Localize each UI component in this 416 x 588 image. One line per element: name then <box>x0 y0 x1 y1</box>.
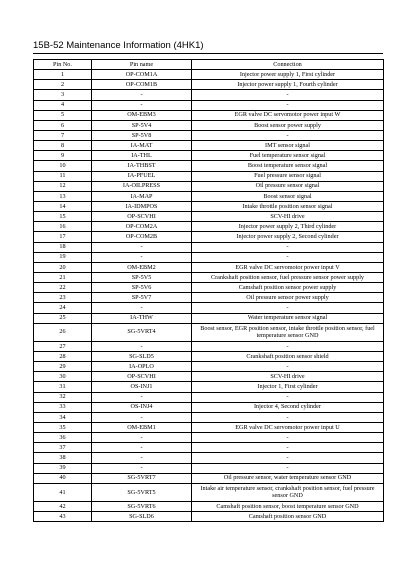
pin-number-cell: 41 <box>34 483 92 501</box>
table-row <box>34 412 384 422</box>
pin-name-cell: SP-5V6 <box>92 283 192 293</box>
connection-cell: - <box>192 252 384 262</box>
pin-name-cell: OP-COM1B <box>92 80 192 90</box>
pin-number-cell: 32 <box>34 392 92 402</box>
column-header-connection: Connection <box>192 60 384 70</box>
pin-name-cell: OP-SCVHI <box>92 212 192 222</box>
pin-name-cell: - <box>92 433 192 443</box>
connection-cell: - <box>192 242 384 252</box>
pin-number-cell: 10 <box>34 161 92 171</box>
table-row <box>34 362 384 372</box>
pin-name-cell: - <box>92 100 192 110</box>
table-row <box>34 171 384 181</box>
pin-name-cell: SG-5VRT4 <box>92 323 192 341</box>
pin-name-cell: OM-EBM2 <box>92 262 192 272</box>
connection-cell: EGR valve DC servomotor power input W <box>192 110 384 120</box>
pin-name-cell: - <box>92 412 192 422</box>
pin-number-cell: 26 <box>34 323 92 341</box>
connection-cell: SCV-HI drive <box>192 212 384 222</box>
connection-cell: Camshaft position sensor GND <box>192 512 384 522</box>
pin-number-cell: 37 <box>34 443 92 453</box>
pin-name-cell: OM-EBM3 <box>92 110 192 120</box>
pin-name-cell: - <box>92 453 192 463</box>
table-row <box>34 372 384 382</box>
table-row <box>34 252 384 262</box>
table-row <box>34 443 384 453</box>
connection-cell: - <box>192 90 384 100</box>
connection-cell: - <box>192 392 384 402</box>
table-row <box>34 242 384 252</box>
connection-cell: Boost temperature sensor signal <box>192 161 384 171</box>
table-row <box>34 502 384 512</box>
connection-cell: Injector power supply 1, First cylinder <box>192 70 384 80</box>
pin-number-cell: 43 <box>34 512 92 522</box>
connection-cell: Camshaft position sensor, boost temperature sensor GND <box>192 502 384 512</box>
table-row <box>34 80 384 90</box>
pin-number-cell: 30 <box>34 372 92 382</box>
connection-cell: EGR valve DC servomotor power input U <box>192 422 384 432</box>
table-row <box>34 212 384 222</box>
pin-number-cell: 3 <box>34 90 92 100</box>
pin-number-cell: 6 <box>34 120 92 130</box>
pin-name-cell: OP-COM2A <box>92 222 192 232</box>
pin-name-cell: OP-COM2B <box>92 232 192 242</box>
pin-name-cell: SP-5V4 <box>92 120 192 130</box>
pin-name-cell: SP-5V7 <box>92 293 192 303</box>
pin-number-cell: 15 <box>34 212 92 222</box>
connection-cell: Injector power supply 2, Third cylinder <box>192 222 384 232</box>
connection-cell: Injector 4, Second cylinder <box>192 402 384 412</box>
pin-name-cell: IA-THL <box>92 151 192 161</box>
pin-number-cell: 2 <box>34 80 92 90</box>
table-row <box>34 141 384 151</box>
pin-name-cell: OS-INJ4 <box>92 402 192 412</box>
connection-cell: Oil pressure sensor power supply <box>192 293 384 303</box>
table-row <box>34 201 384 211</box>
pin-name-cell: - <box>92 303 192 313</box>
page-title: 15B-52 Maintenance Information (4HK1) <box>33 40 383 54</box>
pin-name-cell: IA-THW <box>92 313 192 323</box>
table-row <box>34 483 384 501</box>
pin-number-cell: 18 <box>34 242 92 252</box>
connection-cell: Intake air temperature sensor, crankshaft position sensor, fuel pressure sensor GND <box>192 483 384 501</box>
pin-number-cell: 12 <box>34 181 92 191</box>
pin-number-cell: 11 <box>34 171 92 181</box>
table-row <box>34 232 384 242</box>
table-row <box>34 120 384 130</box>
pin-number-cell: 19 <box>34 252 92 262</box>
pin-name-cell: OP-SCVHI <box>92 372 192 382</box>
pin-name-cell: SP-5V8 <box>92 130 192 140</box>
pin-number-cell: 40 <box>34 473 92 483</box>
pin-name-cell: - <box>92 443 192 453</box>
connection-cell: Boost sensor signal <box>192 191 384 201</box>
pin-name-cell: OM-EBM1 <box>92 422 192 432</box>
column-header-pin-no: Pin No. <box>34 60 92 70</box>
table-row <box>34 90 384 100</box>
pin-number-cell: 36 <box>34 433 92 443</box>
pin-number-cell: 35 <box>34 422 92 432</box>
pin-number-cell: 1 <box>34 70 92 80</box>
connection-cell: Water temperature sensor signal <box>192 313 384 323</box>
pin-name-cell: - <box>92 90 192 100</box>
connection-cell: - <box>192 412 384 422</box>
connection-cell: IMT sensor signal <box>192 141 384 151</box>
pin-number-cell: 22 <box>34 283 92 293</box>
pin-name-cell: SG-5VRT7 <box>92 473 192 483</box>
pin-number-cell: 16 <box>34 222 92 232</box>
connection-cell: Injector power supply 1, Fourth cylinder <box>192 80 384 90</box>
pin-name-cell: - <box>92 252 192 262</box>
table-row <box>34 422 384 432</box>
pin-number-cell: 23 <box>34 293 92 303</box>
table-row <box>34 512 384 522</box>
table-row <box>34 161 384 171</box>
connection-cell: - <box>192 433 384 443</box>
connection-cell: Boost sensor power supply <box>192 120 384 130</box>
table-row <box>34 382 384 392</box>
table-row <box>34 110 384 120</box>
table-row <box>34 463 384 473</box>
pin-number-cell: 14 <box>34 201 92 211</box>
pin-name-cell: IA-OILPRESS <box>92 181 192 191</box>
pin-number-cell: 28 <box>34 351 92 361</box>
pin-number-cell: 4 <box>34 100 92 110</box>
table-row <box>34 70 384 80</box>
connection-cell: - <box>192 100 384 110</box>
connection-cell: Crankshaft position sensor, fuel pressure sensor power supply <box>192 272 384 282</box>
connection-cell: EGR valve DC servomotor power input V <box>192 262 384 272</box>
pin-name-cell: SG-5VRT6 <box>92 502 192 512</box>
table-header-row <box>34 60 384 70</box>
pin-number-cell: 9 <box>34 151 92 161</box>
pin-name-cell: SG-5VRT5 <box>92 483 192 501</box>
pin-number-cell: 39 <box>34 463 92 473</box>
connection-cell: Crankshaft position sensor shield <box>192 351 384 361</box>
pin-name-cell: IA-THBST <box>92 161 192 171</box>
pin-name-cell: - <box>92 392 192 402</box>
connection-cell: - <box>192 453 384 463</box>
table-row <box>34 130 384 140</box>
connection-cell: - <box>192 362 384 372</box>
pin-number-cell: 27 <box>34 341 92 351</box>
connection-cell: Intake throttle position sensor signal <box>192 201 384 211</box>
table-row <box>34 323 384 341</box>
pin-name-cell: - <box>92 341 192 351</box>
connection-cell: Fuel pressure sensor signal <box>192 171 384 181</box>
pin-number-cell: 34 <box>34 412 92 422</box>
pin-number-cell: 21 <box>34 272 92 282</box>
pin-name-cell: IA-IDMPOS <box>92 201 192 211</box>
table-row <box>34 313 384 323</box>
pin-name-cell: SG-SLD5 <box>92 351 192 361</box>
pin-number-cell: 42 <box>34 502 92 512</box>
connection-cell: Injector power supply 2, Second cylinder <box>192 232 384 242</box>
table-row <box>34 293 384 303</box>
pin-name-cell: - <box>92 242 192 252</box>
pin-number-cell: 38 <box>34 453 92 463</box>
pin-name-cell: IA-OPLO <box>92 362 192 372</box>
pin-number-cell: 33 <box>34 402 92 412</box>
table-row <box>34 433 384 443</box>
table-row <box>34 402 384 412</box>
pin-name-cell: SG-SLD6 <box>92 512 192 522</box>
pin-number-cell: 17 <box>34 232 92 242</box>
pin-name-cell: OP-COM1A <box>92 70 192 80</box>
connection-cell: - <box>192 341 384 351</box>
pin-name-cell: SP-5V5 <box>92 272 192 282</box>
connection-cell: Boost sensor, EGR position sensor, intake throttle position sensor, fuel temperature sensor GND <box>192 323 384 341</box>
table-row <box>34 283 384 293</box>
pin-number-cell: 31 <box>34 382 92 392</box>
column-header-pin-name: Pin name <box>92 60 192 70</box>
pin-name-cell: - <box>92 463 192 473</box>
pin-number-cell: 5 <box>34 110 92 120</box>
connection-cell: - <box>192 463 384 473</box>
pin-number-cell: 24 <box>34 303 92 313</box>
pin-name-cell: OS-INJ1 <box>92 382 192 392</box>
pin-number-cell: 29 <box>34 362 92 372</box>
pin-table <box>33 59 384 522</box>
pin-name-cell: IA-MAP <box>92 191 192 201</box>
pin-number-cell: 8 <box>34 141 92 151</box>
table-body <box>34 70 384 522</box>
pin-number-cell: 7 <box>34 130 92 140</box>
connection-cell: - <box>192 130 384 140</box>
pin-name-cell: IA-MAT <box>92 141 192 151</box>
table-row <box>34 262 384 272</box>
table-row <box>34 341 384 351</box>
pin-number-cell: 20 <box>34 262 92 272</box>
table-row <box>34 303 384 313</box>
table-row <box>34 272 384 282</box>
table-row <box>34 191 384 201</box>
table-row <box>34 473 384 483</box>
table-row <box>34 392 384 402</box>
connection-cell: Injector 1, First cylinder <box>192 382 384 392</box>
connection-cell: SCV-HI drive <box>192 372 384 382</box>
table-row <box>34 351 384 361</box>
connection-cell: - <box>192 303 384 313</box>
connection-cell: - <box>192 443 384 453</box>
pin-number-cell: 25 <box>34 313 92 323</box>
table-row <box>34 453 384 463</box>
table-row <box>34 222 384 232</box>
connection-cell: Oil pressure sensor signal <box>192 181 384 191</box>
connection-cell: Oil pressure sensor, water temperature sensor GND <box>192 473 384 483</box>
table-row <box>34 151 384 161</box>
table-row <box>34 181 384 191</box>
table-row <box>34 100 384 110</box>
connection-cell: Camshaft position sensor power supply <box>192 283 384 293</box>
pin-name-cell: IA-PFUEL <box>92 171 192 181</box>
connection-cell: Fuel temperature sensor signal <box>192 151 384 161</box>
pin-number-cell: 13 <box>34 191 92 201</box>
